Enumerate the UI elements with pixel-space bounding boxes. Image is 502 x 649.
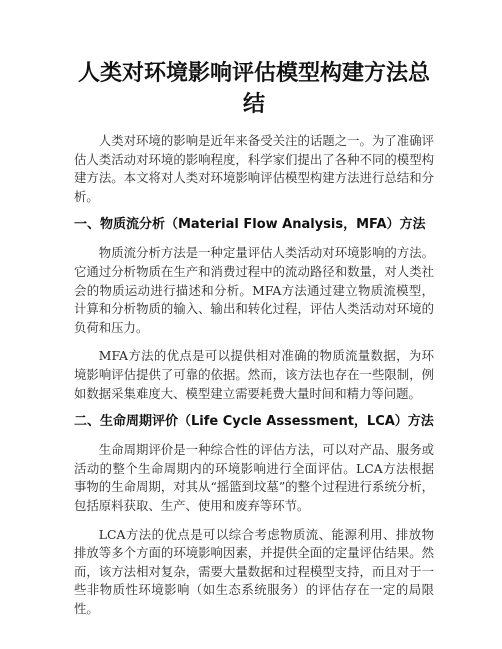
section-heading-mfa: 一、物质流分析（Material Flow Analysis，MFA）方法: [74, 217, 426, 233]
lca-paragraph-1: 生命周期评价是一种综合性的评估方法，可以对产品、服务或活动的整个生命周期内的环境影响进行全面评估。LCA方法根据事物的生命周期，对其从“摇篮到坟墓”的整个过程进行系统分析，包括原料获取、生产、使用和废弃等环节。: [74, 442, 434, 513]
document-title: 人类对环境影响评估模型构建方法总结: [77, 61, 430, 117]
mfa-paragraph-2: MFA方法的优点是可以提供相对准确的物质流量数据，为环境影响评估提供了可靠的依据。然而，该方法也存在一些限制，例如数据采集难度大、模型建立需要耗费大量时间和精力等问题。: [74, 348, 434, 401]
lca-paragraph-2: LCA方法的优点是可以综合考虑物质流、能源利用、排放物排放等多个方面的环境影响因素，并提供全面的定量评估结果。然而，该方法相对复杂，需要大量数据和过程模型支持，而且对于一些非物质性环境影响（如生态系统服务）的评估存在一定的局限性。: [74, 526, 434, 616]
intro-paragraph: 人类对环境的影响是近年来备受关注的话题之一。为了准确评估人类活动对环境的影响程度，科学家们提出了各种不同的模型构建方法。本文将对人类对环境影响评估模型构建方法进行总结和分析。: [74, 133, 434, 204]
section-heading-lca: 二、生命周期评价（Life Cycle Assessment，LCA）方法: [74, 414, 434, 430]
mfa-paragraph-1: 物质流分析方法是一种定量评估人类活动对环境影响的方法。它通过分析物质在生产和消费过程中的流动路径和数量，对人类社会的物质运动进行描述和分析。MFA方法通过建立物质流模型，计算和分析物质的输入、输出和转化过程，评估人类活动对环境的负荷和压力。: [74, 245, 434, 335]
